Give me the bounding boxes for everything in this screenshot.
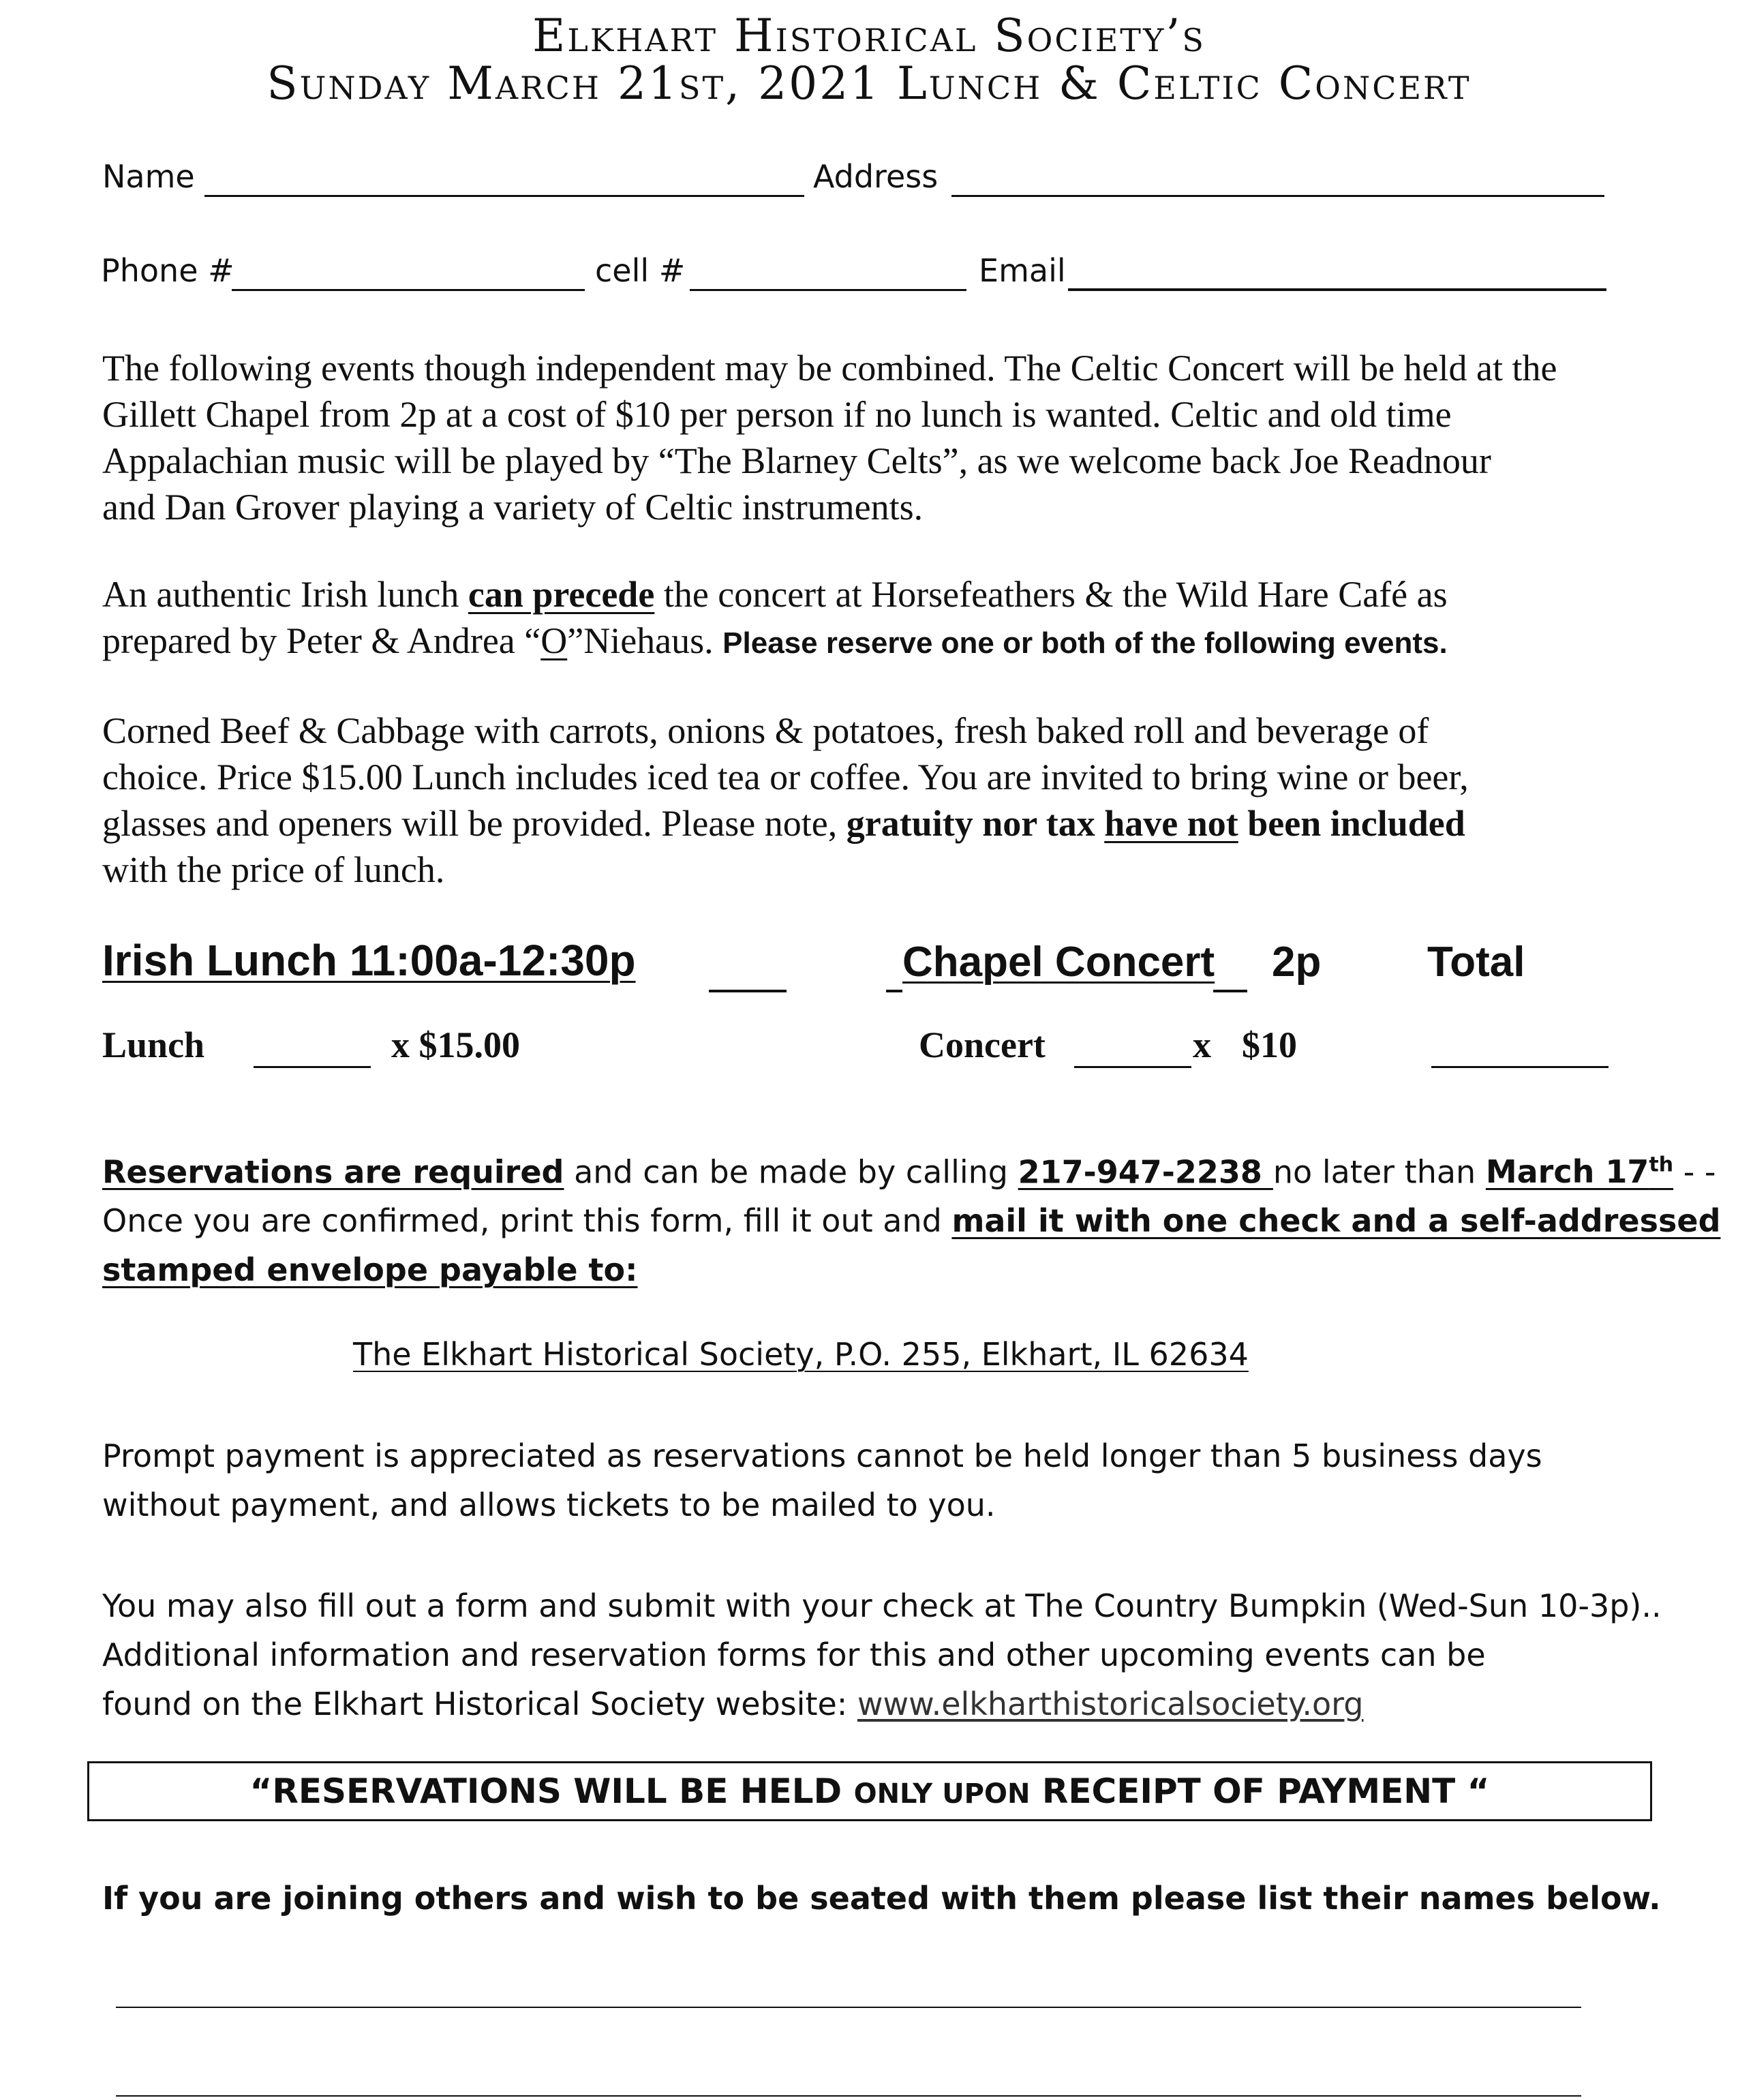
intro-paragraph: The following events though independent may be combined. The Celtic Concert will be held at the Gillett Chapel from 2p at a cost of $10 per person if no lunch is wanted. Celtic and old time Appalachian music will be played by “The Blarney Celts”, as we welcome back Joe Readnour and Dan Grover playing a variety of Celtic instruments.	[102, 348, 1557, 528]
cell-field[interactable]	[690, 289, 966, 291]
menu-paragraph: Corned Beef & Cabbage with carrots, onions & potatoes, fresh baked roll and beverage of choice. Price $15.00 Lunch includes iced tea or coffee. You are invited to bring wine or beer, glasses and openers will be provided. Please note, gratuity nor tax have not been included with the price of lunch.	[102, 710, 1469, 890]
concert-x: x	[1193, 1024, 1211, 1065]
website-link[interactable]: www.elkharthistoricalsociety.org	[857, 1686, 1364, 1722]
cell-label: cell #	[595, 252, 686, 289]
seating-instructions: If you are joining others and wish to be seated with them please list their names below.	[102, 1880, 1661, 1917]
concert-label: Concert	[919, 1024, 1046, 1065]
concert-quantity-field[interactable]	[1074, 1066, 1191, 1068]
phone-label: Phone #	[101, 252, 234, 289]
concert-heading-underline-lead	[886, 990, 902, 992]
names-line-2[interactable]	[116, 2095, 1581, 2097]
address-label: Address	[813, 158, 939, 195]
lunch-heading-underline	[709, 990, 787, 992]
address-field[interactable]	[951, 195, 1604, 197]
name-field[interactable]	[204, 195, 804, 197]
payment-notice-box: “RESERVATIONS WILL BE HELD ONLY UPON RECEIPT OF PAYMENT “	[87, 1761, 1652, 1821]
title-line-2: Sunday March 21st, 2021 Lunch & Celtic Concert	[266, 57, 1472, 110]
phone-field[interactable]	[232, 289, 585, 291]
reserve-note: Please reserve one or both of the following events.	[722, 626, 1448, 660]
email-label: Email	[979, 252, 1066, 289]
chapel-concert-heading: Chapel Concert	[902, 939, 1215, 986]
concert-time: 2p	[1272, 939, 1322, 986]
lunch-quantity-field[interactable]	[254, 1066, 371, 1068]
lunch-price: x $15.00	[391, 1024, 520, 1065]
lunch-paragraph: An authentic Irish lunch can precede the concert at Horsefeathers & the Wild Hare Café as prepared by Peter & Andrea “O”Niehaus. Please reserve one or both of the following events.	[102, 574, 1448, 661]
irish-lunch-heading: Irish Lunch 11:00a-12:30p	[102, 936, 636, 985]
mailing-address: The Elkhart Historical Society, P.O. 255, Elkhart, IL 62634	[353, 1336, 1249, 1373]
total-field[interactable]	[1431, 1066, 1609, 1068]
additional-info-paragraph: You may also fill out a form and submit with your check at The Country Bumpkin (Wed-Sun 10-3p).. Additional information and reservation forms for this and other upcoming events can be found on the Elkhart Historical Society website: www.elkharthistoricalsociety.org	[102, 1587, 1662, 1722]
reservation-phone: 217-947-2238	[1018, 1153, 1273, 1191]
email-field[interactable]	[1068, 288, 1606, 291]
title-line-1: Elkhart Historical Society’s	[532, 10, 1206, 62]
concert-heading-underline-trail	[1213, 990, 1247, 992]
name-label: Name	[102, 158, 195, 195]
lunch-label: Lunch	[102, 1024, 205, 1065]
names-line-1[interactable]	[116, 2007, 1581, 2008]
total-heading: Total	[1427, 939, 1525, 986]
concert-price: $10	[1242, 1024, 1297, 1065]
reservations-paragraph: Reservations are required and can be made by calling 217-947-2238 no later than March 17th - - Once you are confirmed, print this form, fill it out and mail it with one check and a self-addressed stamped envelope payable to:	[102, 1153, 1721, 1289]
prompt-payment-paragraph: Prompt payment is appreciated as reservations cannot be held longer than 5 business days without payment, and allows tickets to be mailed to you.	[102, 1437, 1542, 1523]
